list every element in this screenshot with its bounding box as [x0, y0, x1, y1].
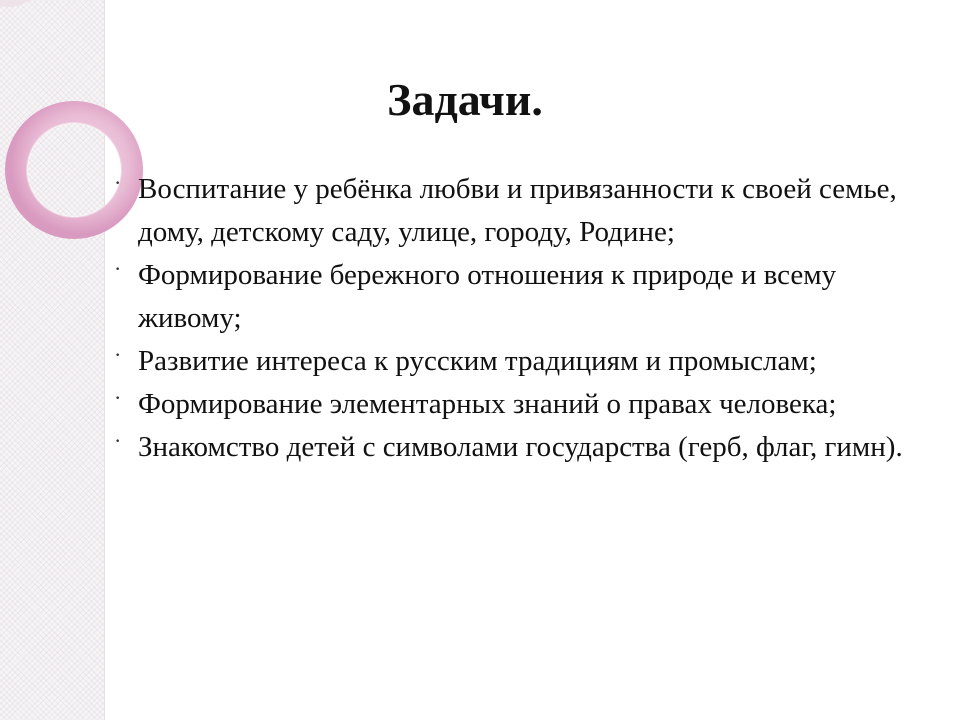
bullet-dot-icon: ·	[114, 256, 122, 281]
bullet-dot-icon: ·	[114, 428, 122, 453]
task-item-5	[114, 426, 914, 469]
task-text: Формирование бережного отношения к природе и всему живому;	[138, 259, 837, 334]
task-item-4	[114, 383, 914, 426]
bullet-dot-icon: ·	[114, 385, 122, 410]
task-text: Знакомство детей с символами государства (герб, флаг, гимн).	[138, 431, 903, 463]
bullet-dot-icon: ·	[114, 342, 122, 367]
task-text: Формирование элементарных знаний о правах человека;	[138, 388, 837, 420]
task-item-2	[114, 254, 914, 340]
slide-title: Задачи.	[387, 74, 543, 125]
task-list	[114, 168, 914, 469]
task-text: Воспитание у ребёнка любви и привязанности к своей семье, дому, детскому саду, улице, городу, Родине;	[138, 173, 897, 248]
task-item-3	[114, 340, 914, 383]
task-item-1	[114, 168, 914, 254]
task-text: Развитие интереса к русским традициям и промыслам;	[138, 345, 817, 377]
bullet-dot-icon: ·	[114, 170, 122, 195]
